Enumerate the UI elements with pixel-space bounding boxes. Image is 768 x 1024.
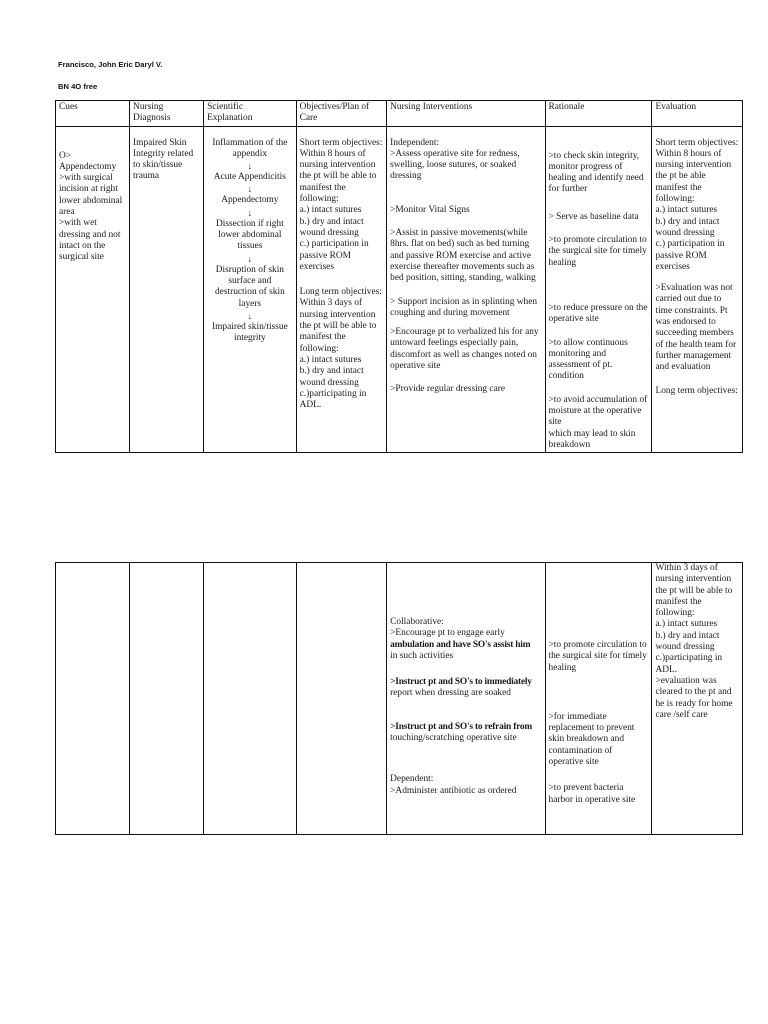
intervention-item: >Monitor Vital Signs bbox=[390, 204, 470, 215]
intervention-item: >Provide regular dressing care bbox=[390, 384, 506, 395]
evaluation-cell bbox=[652, 126, 743, 453]
diagnosis-cell: Impaired Skin Integrity related to skin/tissue trauma bbox=[130, 126, 204, 453]
explanation-step: Disruption of skin surface and destruction of skin layers bbox=[214, 264, 285, 309]
down-arrow-icon: ↓ bbox=[247, 161, 253, 172]
rationale-item: >to allow continuous monitoring and assessment of pt. condition bbox=[548, 337, 628, 382]
explanation-cell bbox=[204, 126, 297, 453]
short-term-objectives: Short term objectives: Within 8 hours of nursing intervention the pt will be able to manifest the following: a.) intact sutures b.) dry and intact wound dressing c.) participation in passive ROM exercises bbox=[299, 137, 383, 272]
intervention-item: > Support incision as in splinting when coughing and during movement bbox=[390, 296, 538, 318]
table-row bbox=[56, 563, 743, 835]
column-header-interventions: Nursing Interventions bbox=[387, 101, 545, 127]
evaluation-note: >Evaluation was not carried out due to time constraints. Pt was endorsed to succeeding members of the health team for further management and evaluation bbox=[655, 283, 737, 373]
explanation-step: Impaired skin/tissue integrity bbox=[211, 321, 288, 344]
down-arrow-icon: ↓ bbox=[247, 253, 253, 264]
rationale-item: >to promote circulation to the surgical site for timely healing bbox=[548, 235, 647, 268]
collaborative-heading: Collaborative: bbox=[390, 617, 444, 627]
rationale-item: >for immediate replacement to prevent skin breakdown and contamination of operative site bbox=[548, 711, 635, 768]
down-arrow-icon: ↓ bbox=[247, 207, 253, 218]
explanation-step: Inflammation of the appendix bbox=[212, 137, 288, 159]
diagnosis-cell bbox=[130, 563, 204, 835]
explanation-step: Dissection if right lower abdominal tissues bbox=[216, 218, 284, 252]
intervention-item: >Encourage pt to verbalized his for any untoward feelings especially pain, discomfort as well as changes noted on operative site bbox=[390, 327, 539, 372]
student-name: Francisco, John Eric Daryl V. bbox=[58, 60, 163, 69]
evaluation-long-term-detail: Within 3 days of nursing intervention the pt will be able to manifest the following: a.) intact sutures b.) dry and intact wound dressing c.)participating in ADL. >evaluation was cleared to the pt and he is ready for home care /self care bbox=[655, 563, 733, 720]
care-plan-table-2 bbox=[55, 562, 743, 835]
rationale-item: >to reduce pressure on the operative site bbox=[548, 302, 648, 325]
table-header-row bbox=[56, 101, 743, 127]
explanation-step: Acute Appendicitis bbox=[213, 172, 286, 183]
rationale-item: >to prevent bacteria harbor in operative site bbox=[548, 783, 636, 805]
intervention-item: >Instruct pt and SO's to immediately report when dressing are soaked bbox=[390, 677, 532, 699]
column-header-diagnosis: Nursing Diagnosis bbox=[130, 101, 204, 127]
interventions-cell bbox=[387, 563, 545, 835]
long-term-objectives: Long term objectives: Within 3 days of nursing intervention the pt will be able to manifest the following: a.) intact sutures b.) dry and intact wound dressing c.)participating in ADL. bbox=[299, 287, 382, 411]
cues-cell: O> Appendectomy >with surgical incision at right lower abdominal area >with wet dressing and not intact on the surgical site bbox=[56, 126, 130, 453]
column-header-evaluation: Evaluation bbox=[652, 101, 743, 127]
class-section: BN 4O free bbox=[58, 82, 98, 91]
column-header-explanation: Scientific Explanation bbox=[204, 101, 297, 127]
rationale-item: >to check skin integrity, monitor progress of healing and identify need for further bbox=[548, 150, 644, 195]
rationale-item: >to promote circulation to the surgical site for timely healing bbox=[548, 640, 647, 673]
evaluation-short-term: Short term objectives: Within 8 hours of nursing intervention the pt be able manifest the following: a.) intact sutures b.) dry and intact wound dressing c.) participation in passive ROM exercises bbox=[655, 137, 739, 272]
dependent-intervention: Dependent: >Administer antibiotic as ordered bbox=[390, 774, 517, 796]
intervention-item: Independent: >Assess operative site for redness, swelling, loose sutures, or soaked dressing bbox=[390, 137, 520, 182]
explanation-cell bbox=[204, 563, 297, 835]
down-arrow-icon: ↓ bbox=[247, 310, 253, 321]
interventions-cell bbox=[387, 126, 545, 453]
cues-cell bbox=[56, 563, 130, 835]
objectives-cell bbox=[296, 563, 387, 835]
care-plan-table-1 bbox=[55, 100, 743, 453]
rationale-item: >to avoid accumulation of moisture at the operative site which may lead to skin breakdown bbox=[548, 394, 648, 450]
rationale-item: > Serve as baseline data bbox=[548, 211, 639, 222]
evaluation-long-term: Long term objectives: bbox=[655, 385, 738, 396]
column-header-cues: Cues bbox=[56, 101, 130, 127]
intervention-item: >Assist in passive movements(while 8hrs. flat on bed) such as bed turning and passive ROM exercise and active exercise thereafter movements such as bed position, sitting, standing, walking bbox=[390, 228, 536, 284]
column-header-objectives: Objectives/Plan of Care bbox=[296, 101, 387, 127]
rationale-cell bbox=[545, 563, 652, 835]
intervention-item: >Instruct pt and SO's to refrain from touching/scratching operative site bbox=[390, 721, 533, 744]
explanation-step: Appendectomy bbox=[221, 195, 279, 206]
objectives-cell bbox=[296, 126, 387, 453]
column-header-rationale: Rationale bbox=[545, 101, 652, 127]
table-row bbox=[56, 126, 743, 453]
down-arrow-icon: ↓ bbox=[247, 184, 253, 195]
evaluation-cell bbox=[652, 563, 743, 835]
rationale-cell bbox=[545, 126, 652, 453]
intervention-item: >Encourage pt to engage early ambulation and have SO's assist him in such activities bbox=[390, 628, 531, 661]
